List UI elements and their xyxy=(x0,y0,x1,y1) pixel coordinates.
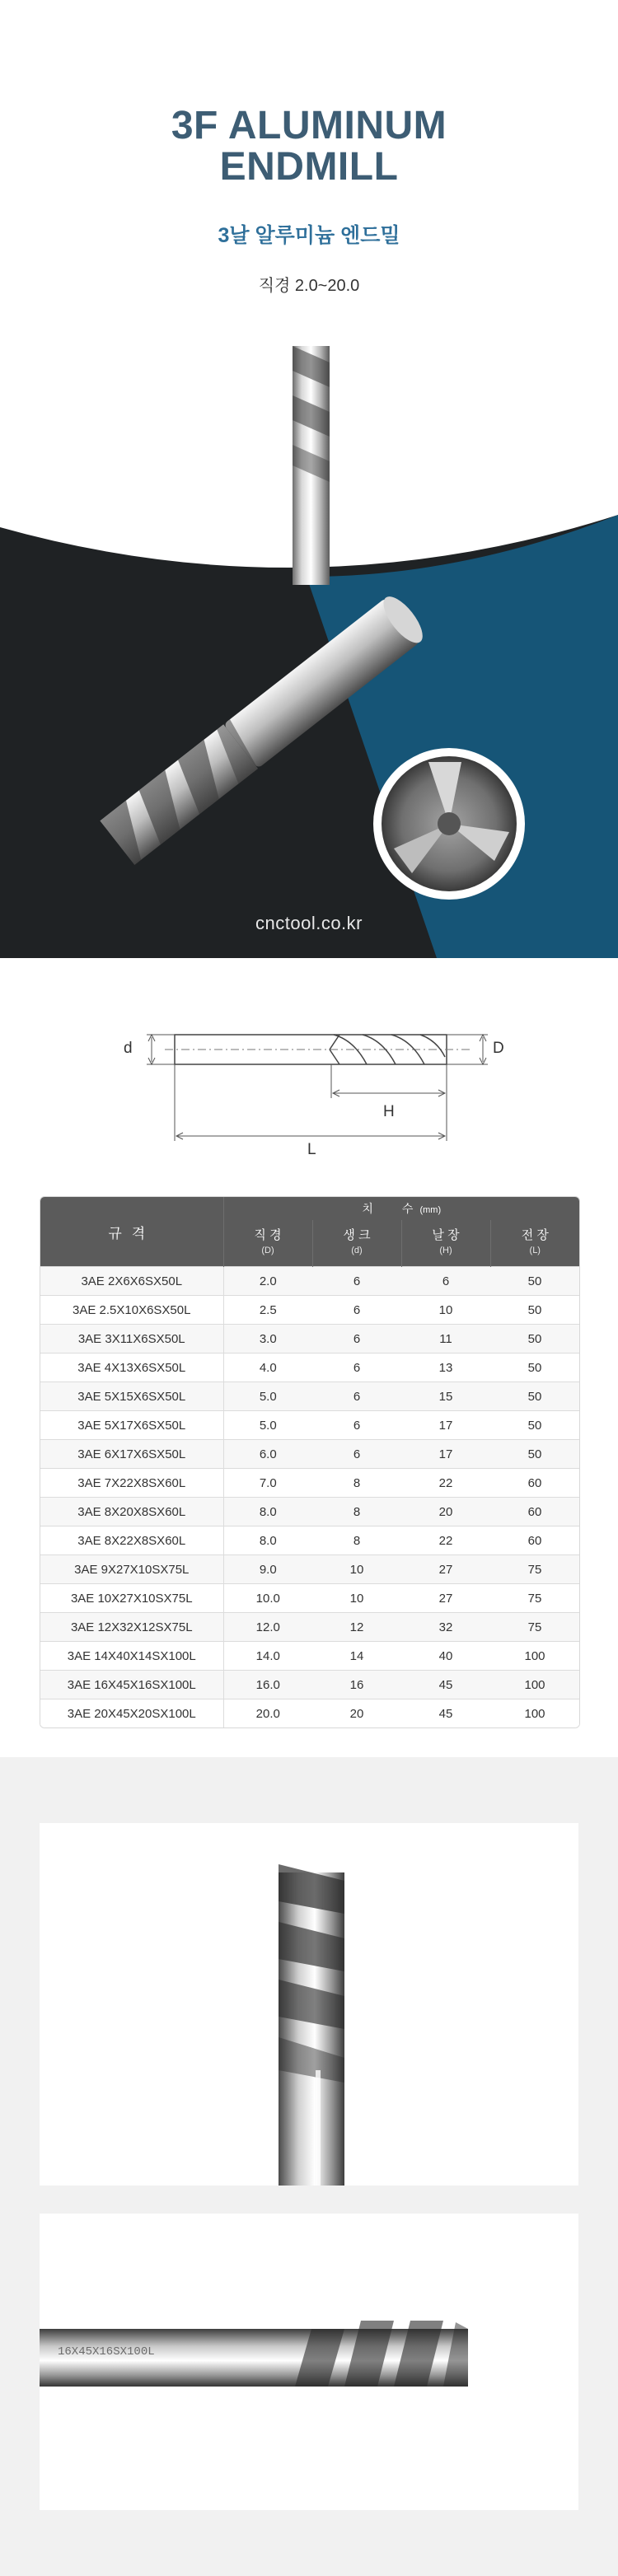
spec-cell: 3AE 6X17X6SX50L xyxy=(40,1440,223,1469)
product-photo-horizontal xyxy=(40,2214,578,2510)
diameter-cell: 10.0 xyxy=(223,1584,312,1613)
shank-cell: 8 xyxy=(312,1469,401,1498)
diameter-cell: 7.0 xyxy=(223,1469,312,1498)
vertical-endmill-image xyxy=(40,1823,578,2186)
overall-length-cell: 100 xyxy=(490,1642,579,1671)
diameter-cell: 16.0 xyxy=(223,1671,312,1699)
table-row xyxy=(40,1642,579,1671)
dimension-column-symbol: (d) xyxy=(351,1246,363,1255)
flute-length-cell: 40 xyxy=(401,1642,490,1671)
spec-cell: 3AE 5X15X6SX50L xyxy=(40,1382,223,1411)
overall-length-cell: 50 xyxy=(490,1325,579,1353)
dimension-group-header xyxy=(223,1197,579,1220)
horizontal-endmill-image xyxy=(40,2214,578,2510)
diameter-range: 직경 2.0~20.0 xyxy=(258,277,360,295)
shank-cell: 6 xyxy=(312,1411,401,1440)
spec-cell: 3AE 4X13X6SX50L xyxy=(40,1353,223,1382)
flute-length-cell: 10 xyxy=(401,1296,490,1325)
dimension-label-H: H xyxy=(383,1103,395,1120)
spec-cell: 3AE 8X20X8SX60L xyxy=(40,1498,223,1526)
spec-cell: 3AE 16X45X16SX100L xyxy=(40,1671,223,1699)
spec-table-container xyxy=(40,1196,580,1728)
diameter-cell: 6.0 xyxy=(223,1440,312,1469)
shank-cell: 6 xyxy=(312,1440,401,1469)
flute-length-cell: 32 xyxy=(401,1613,490,1642)
hero-section xyxy=(0,0,618,958)
shank-cell: 10 xyxy=(312,1555,401,1584)
overall-length-cell: 50 xyxy=(490,1440,579,1469)
spec-cell: 3AE 2X6X6SX50L xyxy=(40,1267,223,1296)
flute-length-cell: 20 xyxy=(401,1498,490,1526)
flute-length-cell: 22 xyxy=(401,1469,490,1498)
dimension-column-label: 날 장 xyxy=(432,1228,460,1242)
flute-length-cell: 22 xyxy=(401,1526,490,1555)
dimension-column-symbol: (H) xyxy=(439,1246,452,1255)
product-title xyxy=(0,105,618,188)
spec-cell: 3AE 5X17X6SX50L xyxy=(40,1411,223,1440)
diameter-cell: 2.0 xyxy=(223,1267,312,1296)
product-title-line1: 3F ALUMINUM xyxy=(171,104,447,147)
diameter-cell: 4.0 xyxy=(223,1353,312,1382)
overall-length-cell: 60 xyxy=(490,1526,579,1555)
diameter-cell: 8.0 xyxy=(223,1526,312,1555)
diameter-cell: 9.0 xyxy=(223,1555,312,1584)
overall-length-cell: 100 xyxy=(490,1699,579,1728)
dimension-column-header xyxy=(223,1220,312,1267)
dimension-label-d: d xyxy=(124,1040,133,1057)
flute-length-cell: 27 xyxy=(401,1555,490,1584)
dimension-column-symbol: (L) xyxy=(529,1246,541,1255)
overall-length-cell: 75 xyxy=(490,1584,579,1613)
table-row xyxy=(40,1584,579,1613)
diameter-cell: 20.0 xyxy=(223,1699,312,1728)
overall-length-cell: 50 xyxy=(490,1411,579,1440)
flute-length-cell: 13 xyxy=(401,1353,490,1382)
table-row xyxy=(40,1267,579,1296)
overall-length-cell: 50 xyxy=(490,1382,579,1411)
diameter-cell: 8.0 xyxy=(223,1498,312,1526)
spec-table xyxy=(40,1197,579,1727)
overall-length-cell: 50 xyxy=(490,1353,579,1382)
diameter-cell: 12.0 xyxy=(223,1613,312,1642)
website-url[interactable] xyxy=(0,913,618,934)
website-url-text[interactable]: cnctool.co.kr xyxy=(255,913,363,933)
product-subtitle: 3날 알루미늄 엔드밀 xyxy=(218,224,400,247)
product-gallery xyxy=(0,1757,618,2576)
shank-cell: 6 xyxy=(312,1382,401,1411)
table-row xyxy=(40,1353,579,1382)
shank-cell: 20 xyxy=(312,1699,401,1728)
dimension-column-label: 생 크 xyxy=(343,1228,371,1242)
table-row xyxy=(40,1498,579,1526)
shank-engraving: 16X45X16SX100L xyxy=(58,2345,155,2359)
spec-cell: 3AE 2.5X10X6SX50L xyxy=(40,1296,223,1325)
spec-cell: 3AE 12X32X12SX75L xyxy=(40,1613,223,1642)
diameter-cell: 14.0 xyxy=(223,1642,312,1671)
dimension-group-label: 치 수 xyxy=(362,1202,414,1215)
shank-cell: 6 xyxy=(312,1267,401,1296)
shank-cell: 8 xyxy=(312,1526,401,1555)
diameter-cell: 5.0 xyxy=(223,1411,312,1440)
table-row xyxy=(40,1555,579,1584)
spec-cell: 3AE 14X40X14SX100L xyxy=(40,1642,223,1671)
dimension-column-header xyxy=(490,1220,579,1267)
flute-length-cell: 17 xyxy=(401,1440,490,1469)
table-row xyxy=(40,1526,579,1555)
shank-cell: 8 xyxy=(312,1498,401,1526)
overall-length-cell: 75 xyxy=(490,1613,579,1642)
overall-length-cell: 50 xyxy=(490,1267,579,1296)
table-row xyxy=(40,1382,579,1411)
table-row xyxy=(40,1325,579,1353)
flute-length-cell: 6 xyxy=(401,1267,490,1296)
table-row xyxy=(40,1296,579,1325)
shank-cell: 6 xyxy=(312,1296,401,1325)
dimension-column-label: 직 경 xyxy=(254,1228,282,1242)
dimension-label-D: D xyxy=(493,1040,504,1057)
shank-cell: 10 xyxy=(312,1584,401,1613)
dimension-column-header xyxy=(312,1220,401,1267)
flute-length-cell: 45 xyxy=(401,1699,490,1728)
flute-length-cell: 17 xyxy=(401,1411,490,1440)
overall-length-cell: 60 xyxy=(490,1469,579,1498)
dimension-unit: (mm) xyxy=(419,1205,442,1215)
spec-column-header: 규격 xyxy=(40,1197,223,1267)
overall-length-cell: 60 xyxy=(490,1498,579,1526)
diameter-cell: 5.0 xyxy=(223,1382,312,1411)
table-row xyxy=(40,1699,579,1728)
table-row xyxy=(40,1469,579,1498)
overall-length-cell: 100 xyxy=(490,1671,579,1699)
dimension-diagram xyxy=(0,958,618,1172)
flute-length-cell: 15 xyxy=(401,1382,490,1411)
shank-cell: 14 xyxy=(312,1642,401,1671)
spec-cell: 3AE 9X27X10SX75L xyxy=(40,1555,223,1584)
table-row xyxy=(40,1613,579,1642)
dimension-column-header xyxy=(401,1220,490,1267)
overall-length-cell: 75 xyxy=(490,1555,579,1584)
endmill-drawing xyxy=(0,958,618,1172)
diameter-cell: 3.0 xyxy=(223,1325,312,1353)
table-row xyxy=(40,1671,579,1699)
spec-cell: 3AE 3X11X6SX50L xyxy=(40,1325,223,1353)
table-row xyxy=(40,1411,579,1440)
shank-cell: 12 xyxy=(312,1613,401,1642)
shank-cell: 6 xyxy=(312,1325,401,1353)
spec-cell: 3AE 10X27X10SX75L xyxy=(40,1584,223,1613)
product-title-line2: ENDMILL xyxy=(219,145,399,189)
shank-cell: 16 xyxy=(312,1671,401,1699)
flute-length-cell: 27 xyxy=(401,1584,490,1613)
flute-length-cell: 45 xyxy=(401,1671,490,1699)
table-row xyxy=(40,1440,579,1469)
dimension-column-label: 전 장 xyxy=(521,1228,549,1242)
flute-length-cell: 11 xyxy=(401,1325,490,1353)
diameter-cell: 2.5 xyxy=(223,1296,312,1325)
dimension-label-L: L xyxy=(307,1141,316,1158)
spec-cell: 3AE 7X22X8SX60L xyxy=(40,1469,223,1498)
dimension-column-symbol: (D) xyxy=(261,1246,274,1255)
spec-cell: 3AE 20X45X20SX100L xyxy=(40,1699,223,1728)
overall-length-cell: 50 xyxy=(490,1296,579,1325)
spec-cell: 3AE 8X22X8SX60L xyxy=(40,1526,223,1555)
shank-cell: 6 xyxy=(312,1353,401,1382)
product-photo-vertical xyxy=(40,1823,578,2186)
